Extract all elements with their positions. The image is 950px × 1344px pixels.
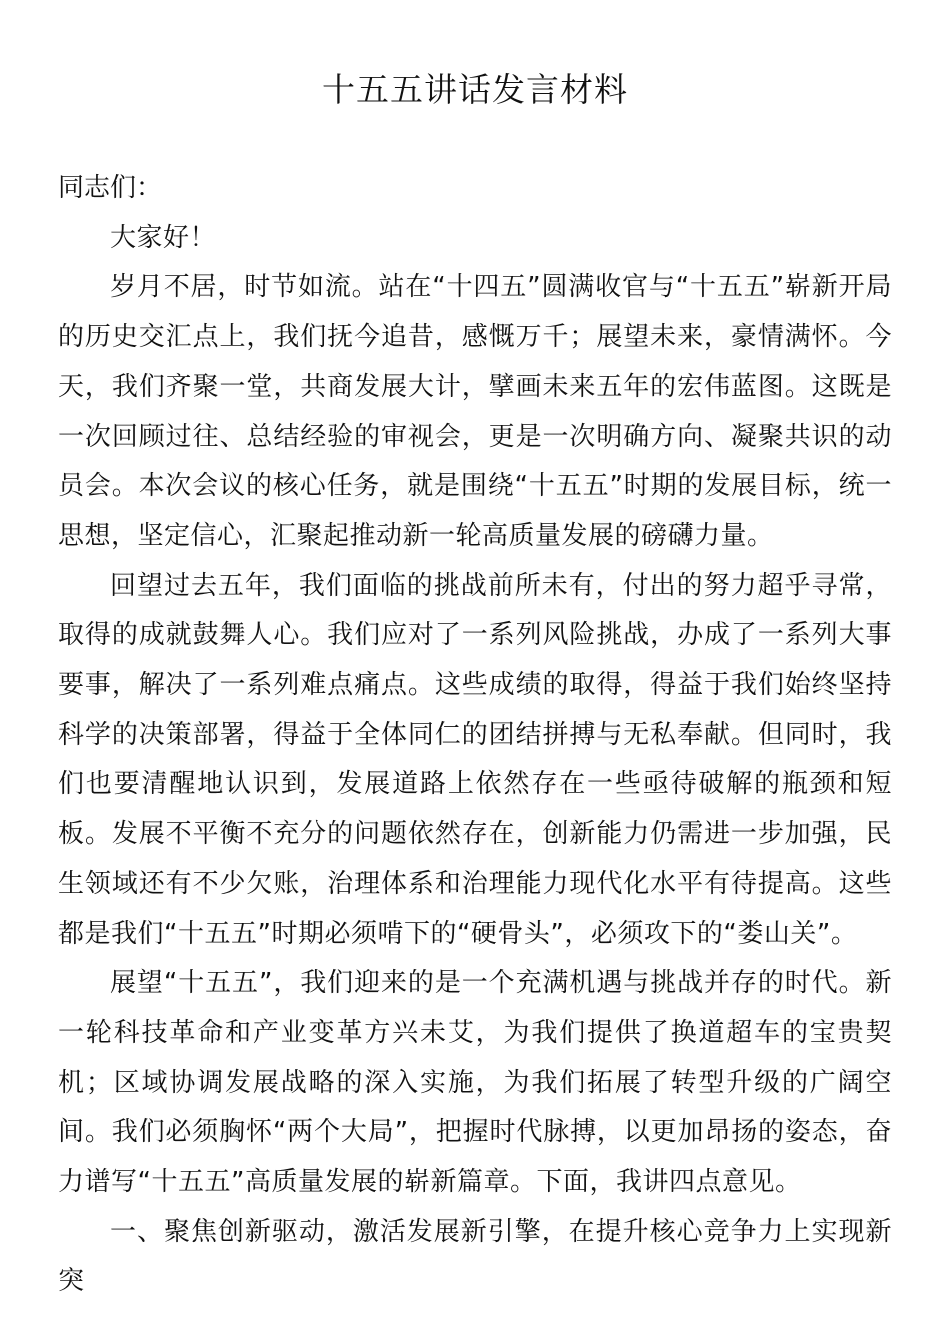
section-heading-one: 一、聚焦创新驱动，激活发展新引擎，在提升核心竞争力上实现新突 xyxy=(58,1216,892,1297)
salutation: 同志们： xyxy=(58,173,163,203)
paragraph-review: 回望过去五年，我们面临的挑战前所未有，付出的努力超乎寻常，取得的成就鼓舞人心。我们应对了一系列风险挑战，办成了一系列大事要事，解决了一系列难点痛点。这些成绩的取得，得益于我们始终坚持科学的决策部署，得益于全体同仁的团结拼搏与无私奉献。但同时，我们也要清醒地认识到，发展道路上依然存在一些亟待破解的瓶颈和短板。发展不平衡不充分的问题依然存在，创新能力仍需进一步加强，民生领域还有不少欠账，治理体系和治理能力现代化水平有待提高。这些都是我们“十五五”时期必须啃下的“硬骨头”，必须攻下的“娄山关”。 xyxy=(58,570,892,949)
greeting: 大家好！ xyxy=(110,222,217,253)
paragraph-opening: 岁月不居，时节如流。站在“十四五”圆满收官与“十五五”崭新开局的历史交汇点上，我们抚今追昔，感慨万千；展望未来，豪情满怀。今天，我们齐聚一堂，共商发展大计，擘画未来五年的宏伟蓝图。这既是一次回顾过往、总结经验的审视会，更是一次明确方向、凝聚共识的动员会。本次会议的核心任务，就是围绕“十五五”时期的发展目标，统一思想，坚定信心，汇聚起推动新一轮高质量发展的磅礴力量。 xyxy=(58,272,892,551)
paragraph-outlook: 展望“十五五”，我们迎来的是一个充满机遇与挑战并存的时代。新一轮科技革命和产业变革方兴未艾，为我们提供了换道超车的宝贵契机；区域协调发展战略的深入实施，为我们拓展了转型升级的广阔空间。我们必须胸怀“两个大局”，把握时代脉搏，以更加昂扬的姿态，奋力谱写“十五五”高质量发展的崭新篇章。下面，我讲四点意见。 xyxy=(58,968,892,1198)
document-body xyxy=(58,164,892,1307)
document-title: 十五五讲话发言材料 xyxy=(322,70,628,109)
